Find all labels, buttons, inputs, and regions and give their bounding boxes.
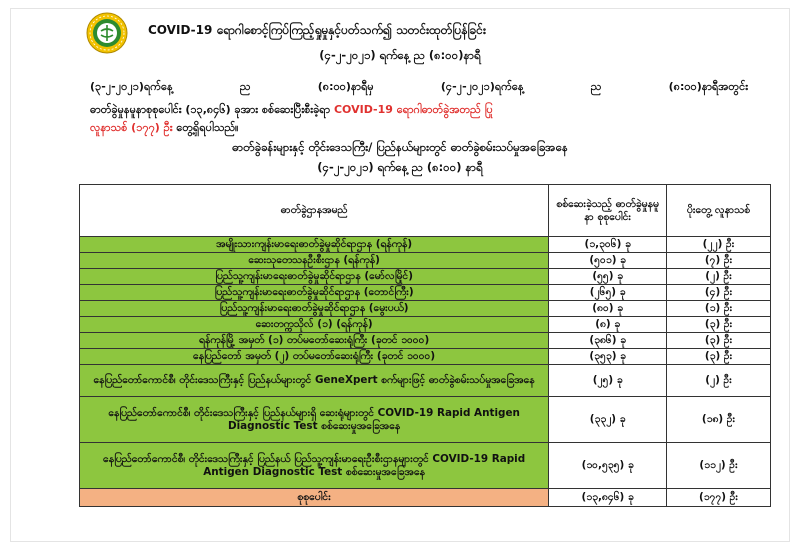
new-cases-count: (၃) ဦး <box>667 333 771 349</box>
samples-count: (၃၃၂) ခု <box>549 397 667 443</box>
table-row <box>80 397 771 443</box>
table-row <box>80 443 771 489</box>
table-row <box>80 285 771 301</box>
lab-name: နေပြည်တော်ကောင်စီ၊ တိုင်းဒေသကြီးနှင့် ပြည်နယ်များတွင် GeneXpert စက်များဖြင့် ဓာတ်ခွဲစမ်းသပ်မှုအခြေအနေ <box>80 365 549 397</box>
summary-line-1: (၃-၂-၂၀၂၁)ရက်နေ့ ည (၈:၀၀)နာရီမှ (၄-၂-၂၀၂၁)ရက်နေ့ ည (၈:၀၀)နာရီအတွင်း <box>90 80 748 93</box>
lab-name: ဆေးသုတေသနဦးစီးဌာန (ရန်ကုန်) <box>80 253 549 269</box>
summary-highlight: COVID-19 ရောဂါဓာတ်ခွဲအတည် ပြု <box>333 103 493 116</box>
header-lab-name: ဓာတ်ခွဲဌာနအမည် <box>80 185 549 237</box>
lab-name: ပြည်သူ့ကျန်းမာရေးဓာတ်ခွဲမှုဆိုင်ရာဌာန (မော်လမြိုင်) <box>80 269 549 285</box>
new-cases-count: (၂) ဦး <box>667 365 771 397</box>
samples-count: (၂၆၅) ခု <box>549 285 667 301</box>
samples-count: (၂၅) ခု <box>549 365 667 397</box>
table-row <box>80 269 771 285</box>
lab-name: နေပြည်တော်ကောင်စီ၊ တိုင်းဒေသကြီးနှင့် ပြည်နယ် ပြည်သူ့ကျန်းမာရေးဦးစီးဌာနများတွင် COVID-19 Rapid Antigen Diagnostic Test စစ်ဆေးမှုအခြေအနေ <box>80 443 549 489</box>
lab-name: ပြည်သူ့ကျန်းမာရေးဓာတ်ခွဲမှုဆိုင်ရာဌာန (မွေးပယ်) <box>80 301 549 317</box>
samples-count: (၁၀,၅၃၅) ခု <box>549 443 667 489</box>
samples-count: (၃၈၆) ခု <box>549 333 667 349</box>
total-label: စုစုပေါင်း <box>80 489 549 507</box>
new-cases-count: (၂၂) ဦး <box>667 237 771 253</box>
summary-line-2 <box>90 103 748 119</box>
lab-name: ဆေးတက္ကသိုလ် (၁) (ရန်ကုန်) <box>80 317 549 333</box>
table-header-row <box>80 185 771 237</box>
new-cases-count: (၁) ဦး <box>667 301 771 317</box>
summary-highlight-cases: လူနာသစ် (၁၇၇) ဦး <box>90 121 173 134</box>
table-row <box>80 317 771 333</box>
summary-text-end: တွေ့ရှိရပါသည်။ <box>172 121 239 134</box>
table-row <box>80 237 771 253</box>
new-cases-count: (၄) ဦး <box>667 285 771 301</box>
new-cases-count: (၂) ဦး <box>667 269 771 285</box>
table-caption-date: (၄-၂-၂၀၂၁) ရက်နေ့ ည (၈:၀၀) နာရီ <box>317 160 483 174</box>
table-total-row <box>80 489 771 507</box>
table-row <box>80 253 771 269</box>
header-samples: စစ်ဆေးခဲ့သည့် ဓာတ်ခွဲမှုနမူနာ စုစုပေါင်း <box>549 185 667 237</box>
document-subtitle-date: (၄-၂-၂၀၂၁) ရက်နေ့ ည (၈:၀၀)နာရီ <box>319 48 481 62</box>
table-row <box>80 365 771 397</box>
header-new-cases: ပိုးတွေ့ လူနာသစ် <box>667 185 771 237</box>
new-cases-count: (၃) ဦး <box>667 317 771 333</box>
samples-count: (၅၀၁) ခု <box>549 253 667 269</box>
new-cases-count: (၁၈) ဦး <box>667 397 771 443</box>
lab-name: နေပြည်တော်ကောင်စီ၊ တိုင်းဒေသကြီးနှင့် ပြည်နယ်များရှိ ဆေးရုံများတွင် COVID-19 Rapid Antigen Diagnostic Test စစ်ဆေးမှုအခြေအနေ <box>80 397 549 443</box>
samples-count: (၈) ခု <box>549 317 667 333</box>
lab-name: အမျိုးသားကျန်းမာရေးဓာတ်ခွဲမှုဆိုင်ရာဌာန (ရန်ကုန်) <box>80 237 549 253</box>
table-row <box>80 333 771 349</box>
new-cases-count: (၁၁၂) ဦး <box>667 443 771 489</box>
samples-count: (၁,၃၀၆) ခု <box>549 237 667 253</box>
lab-name: ရန်ကုန်မြို့ အမှတ် (၁) တပ်မတော်ဆေးရုံကြီး (ခုတင် ၁၀၀၀) <box>80 333 549 349</box>
summary-line-3 <box>90 121 748 137</box>
summary-text: ဓာတ်ခွဲမှုနမူနာစုစုပေါင်း (၁၃,၈၄၆) ခုအား စစ်ဆေးပြီးစီးခဲ့ရာ <box>90 103 334 116</box>
samples-count: (၃၅၃) ခု <box>549 349 667 365</box>
lab-name: နေပြည်တော် အမှတ် (၂) တပ်မတော်ဆေးရုံကြီး (ခုတင် ၁၀၀၀) <box>80 349 549 365</box>
total-new-cases: (၁၇၇) ဦး <box>667 489 771 507</box>
lab-name: ပြည်သူ့ကျန်းမာရေးဓာတ်ခွဲမှုဆိုင်ရာဌာန (တောင်ကြီး) <box>80 285 549 301</box>
table-row <box>80 301 771 317</box>
new-cases-count: (၃) ဦး <box>667 349 771 365</box>
document-title: COVID-19 ရောဂါစောင့်ကြပ်ကြည့်ရှုမှုနှင့်ပတ်သက်၍ သတင်းထုတ်ပြန်ခြင်း <box>148 23 487 37</box>
total-samples: (၁၃,၈၄၆) ခု <box>549 489 667 507</box>
lab-testing-table <box>79 184 771 507</box>
samples-count: (၈၀) ခု <box>549 301 667 317</box>
table-caption: ဓာတ်ခွဲခန်းများနှင့် တိုင်းဒေသကြီး/ ပြည်နယ်များတွင် ဓာတ်ခွဲစမ်းသပ်မှုအခြေအနေ <box>232 140 568 154</box>
samples-count: (၅၅) ခု <box>549 269 667 285</box>
new-cases-count: (၇) ဦး <box>667 253 771 269</box>
table-row <box>80 349 771 365</box>
